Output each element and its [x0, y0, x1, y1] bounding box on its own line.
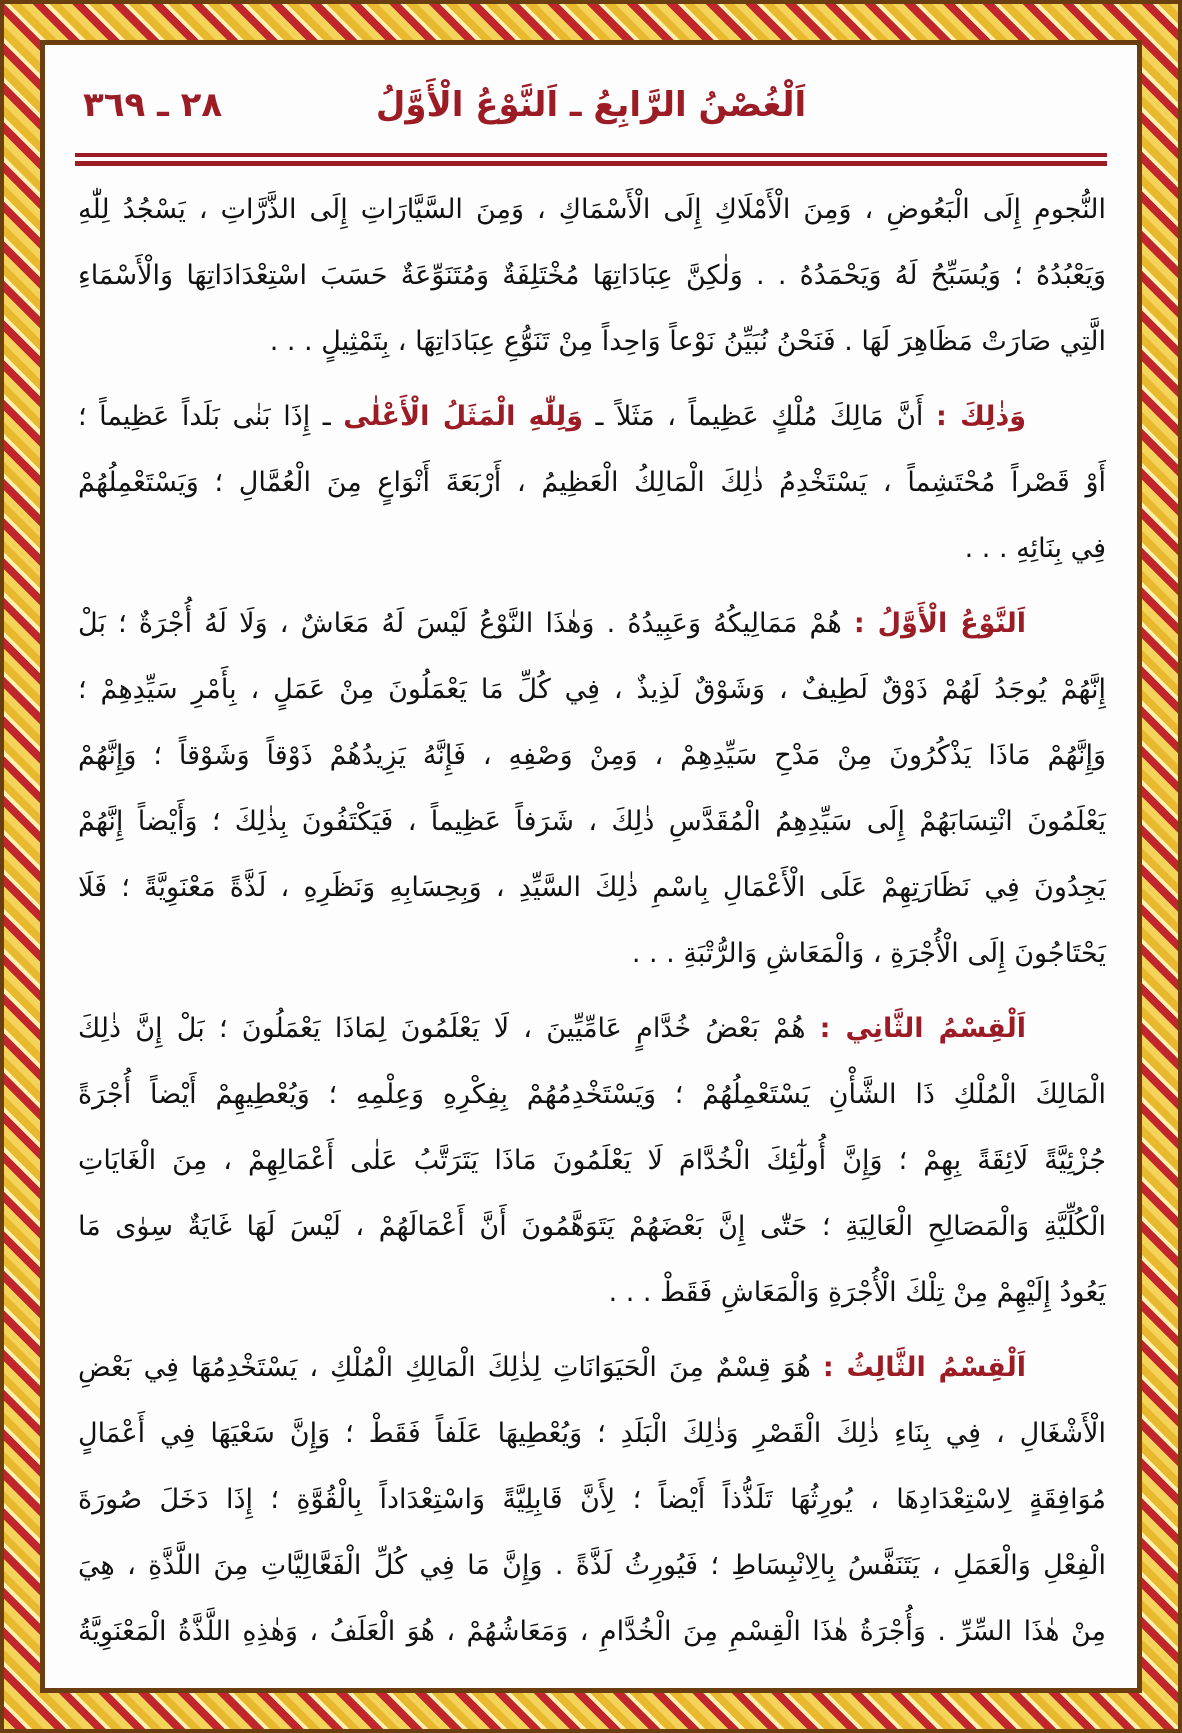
text-segment: الْفِعْلِ وَالْعَمَلِ ، يَتَنَفَّسُ بِالِانْبِسَاطِ ؛ فَيُورِثُ لَذَّةً . وَإِنَّ مَا فِي كُلِّ الْفَعَّالِيَّاتِ مِنَ اللَّذَّةِ ، هِيَ [78, 1550, 1106, 1581]
highlighted-term: اَلنَّوْعُ الْأَوَّلُ : [853, 608, 1027, 639]
text-segment: يَعُودُ إِلَيْهِمْ مِنْ تِلْكَ الْأُجْرَةِ وَالْمَعَاشِ فَقَطْ . . . [608, 1277, 1106, 1308]
highlighted-term: اَلْقِسْمُ الثَّانِي : [819, 1013, 1026, 1044]
text-segment: الْمَالِكَ الْمُلْكِ ذَا الشَّأْنِ يَسْتَعْمِلُهُمْ ؛ وَيَسْتَخْدِمُهُمْ بِفِكْرِهِ وَعِلْمِهِ ؛ وَيُعْطِيهِمْ أَيْضاً أُجْرَةً [78, 1079, 1106, 1110]
text-line [78, 1260, 1106, 1326]
page-header [75, 85, 1107, 145]
text-line [78, 1335, 1106, 1401]
text-segment: هُوَ قِسْمٌ مِنَ الْحَيَوَانَاتِ لِذٰلِكَ الْمَالِكِ الْمُلْكِ ، يَسْتَخْدِمُهَا فِي بَعْضِ [78, 1352, 823, 1383]
text-line [78, 1401, 1106, 1467]
section-title: اَلْغُصْنُ الرَّابِعُ ـ اَلنَّوْعُ الْأَوَّلُ [375, 85, 807, 125]
text-line [78, 591, 1106, 657]
text-segment: مِنْ هٰذَا السِّرِّ . وَأُجْرَةُ هٰذَا الْقِسْمِ مِنَ الْخُدَّامِ ، وَمَعَاشُهُمْ ، هُوَ الْعَلَفُ ، وَهٰذِهِ اللَّذَّةُ الْمَعْنَوِيَّةُ [78, 1616, 1106, 1647]
highlighted-term: وَلِلّٰهِ الْمَثَلُ الْأَعْلٰى [343, 401, 583, 432]
text-line [78, 1599, 1106, 1665]
text-line [78, 1533, 1106, 1599]
text-line [78, 384, 1106, 450]
header-divider [75, 153, 1107, 157]
text-line [78, 657, 1106, 723]
text-line [78, 1194, 1106, 1260]
text-segment: وَيَعْبُدُهُ ؛ وَيُسَبِّحُ لَهُ وَيَحْمَدُهُ . . وَلٰكِنَّ عِبَادَاتِهَا مُخْتَلِفَةٌ وَمُتَنَوِّعَةٌ حَسَبَ اسْتِعْدَادَاتِهَا وَالْأَسْمَاءِ [78, 260, 1106, 291]
text-line [78, 789, 1106, 855]
header-divider [75, 161, 1107, 166]
text-line [78, 450, 1106, 516]
text-line [78, 996, 1106, 1062]
text-line [78, 855, 1106, 921]
text-line [78, 723, 1106, 789]
text-segment: أَنَّ مَالِكَ مُلْكٍ عَظِيماً ، مَثَلاً ـ [582, 401, 936, 432]
text-segment: فِي بِنَائِهِ . . . [964, 533, 1106, 564]
text-line [78, 309, 1106, 375]
page-number: ٢٨ ـ ٣٦٩ [83, 85, 223, 125]
text-line [78, 516, 1106, 582]
highlighted-term: اَلْقِسْمُ الثَّالِثُ : [822, 1352, 1027, 1383]
text-segment: أَوْ قَصْراً مُحْتَشِماً ، يَسْتَخْدِمُ ذٰلِكَ الْمَالِكُ الْعَظِيمُ ، أَرْبَعَةَ أَنْوَاعٍ مِنَ الْعُمَّالِ ؛ وَيَسْتَعْمِلُهُمْ [78, 467, 1106, 498]
page-body [78, 177, 1106, 1665]
text-segment: ـ إِذَا بَنٰى بَلَداً عَظِيماً ؛ [78, 401, 344, 432]
text-segment: يَعْلَمُونَ انْتِسَابَهُمْ إِلَى سَيِّدِهِمُ الْمُقَدَّسِ ذٰلِكَ ، شَرَفاً عَظِيماً ، فَيَكْتَفُونَ بِذٰلِكَ ؛ وَأَيْضاً إِنَّهُمْ [78, 806, 1106, 837]
text-segment: وَإِنَّهُمْ مَاذَا يَذْكُرُونَ مِنْ مَدْحِ سَيِّدِهِمْ ، وَمِنْ وَصْفِهِ ، فَإِنَّهُ يَزِيدُهُمْ ذَوْقاً وَشَوْقاً ؛ وَإِنَّهُمْ [78, 740, 1106, 771]
text-segment: النُّجومِ إِلَى الْبَعُوضِ ، وَمِنَ الْأَمْلَاكِ إِلَى الْأَسْمَاكِ ، وَمِنَ السَّيَّارَاتِ إِلَى الذَّرَّاتِ ، يَسْجُدُ لِلّٰهِ [78, 194, 1106, 225]
text-segment: إِنَّهُمْ يُوجَدُ لَهُمْ ذَوْقٌ لَطِيفٌ ، وَشَوْقٌ لَذِيذٌ ، فِي كُلِّ مَا يَعْمَلُونَ مِنْ عَمَلٍ ، بِأَمْرِ سَيِّدِهِمْ ؛ [78, 674, 1106, 705]
paragraph [78, 177, 1106, 375]
text-segment: الَّتِي صَارَتْ مَظَاهِرَ لَهَا . فَنَحْنُ نُبَيِّنُ نَوْعاً وَاحِداً مِنْ تَنَوُّعِ عِبَادَاتِهَا ، بِتَمْثِيلٍ . . . [269, 326, 1106, 357]
paragraph [78, 1335, 1106, 1665]
text-line [78, 1062, 1106, 1128]
text-segment: هُمْ بَعْضُ خُدَّامٍ عَامِّيِّينَ ، لَا يَعْلَمُونَ لِمَاذَا يَعْمَلُونَ ؛ بَلْ إِنَّ ذٰلِكَ [78, 1013, 820, 1044]
text-segment: الْكُلِّيَّةِ وَالْمَصَالِحِ الْعَالِيَةِ ؛ حَتّٰى إِنَّ بَعْضَهُمْ يَتَوَهَّمُونَ أَنَّ أَعْمَالَهُمْ ، لَيْسَ لَهَا غَايَةٌ سِوٰى مَا [78, 1211, 1106, 1242]
paragraph [78, 591, 1106, 987]
text-segment: الْأَشْغَالِ ، فِي بِنَاءِ ذٰلِكَ الْقَصْرِ وَذٰلِكَ الْبَلَدِ ؛ وَيُعْطِيهَا عَلَفاً فَقَطْ ؛ وَإِنَّ سَعْيَهَا فِي أَعْمَالٍ [78, 1418, 1106, 1449]
text-segment: مُوَافِقَةٍ لِاسْتِعْدَادِهَا ، يُورِثُهَا تَلَذُّذاً أَيْضاً ؛ لِأَنَّ قَابِلِيَّةً وَاسْتِعْدَاداً بِالْقُوَّةِ ؛ إِذَا دَخَلَ صُورَةَ [78, 1484, 1106, 1515]
paragraph [78, 996, 1106, 1326]
text-line [78, 177, 1106, 243]
text-segment: يَجِدُونَ فِي نَظَارَتِهِمْ عَلَى الْأَعْمَالِ بِاسْمِ ذٰلِكَ السَّيِّدِ ، وَبِحِسَابِهِ وَنَظَرِهِ ، لَذَّةً مَعْنَوِيَّةً ؛ فَلَا [78, 872, 1106, 903]
text-segment: يَحْتَاجُونَ إِلَى الْأُجْرَةِ ، وَالْمَعَاشِ وَالرُّتْبَةِ . . . [631, 938, 1106, 969]
text-line [78, 1467, 1106, 1533]
text-line [78, 243, 1106, 309]
text-line [78, 1128, 1106, 1194]
text-line [78, 921, 1106, 987]
text-segment: هُمْ مَمَالِيكُهُ وَعَبِيدُهُ . وَهٰذَا النَّوْعُ لَيْسَ لَهُ مَعَاشٌ ، وَلَا لَهُ أُجْرَةٌ ؛ بَلْ [78, 608, 854, 639]
paragraph [78, 384, 1106, 582]
highlighted-term: وَذٰلِكَ : [935, 401, 1026, 432]
text-segment: جُزْئِيَّةً لَائِقَةً بِهِمْ ؛ وَإِنَّ أُولٰٓئِكَ الْخُدَّامَ لَا يَعْلَمُونَ مَاذَا يَتَرَتَّبُ عَلٰى أَعْمَالِهِمْ ، مِنَ الْغَايَاتِ [78, 1145, 1106, 1176]
